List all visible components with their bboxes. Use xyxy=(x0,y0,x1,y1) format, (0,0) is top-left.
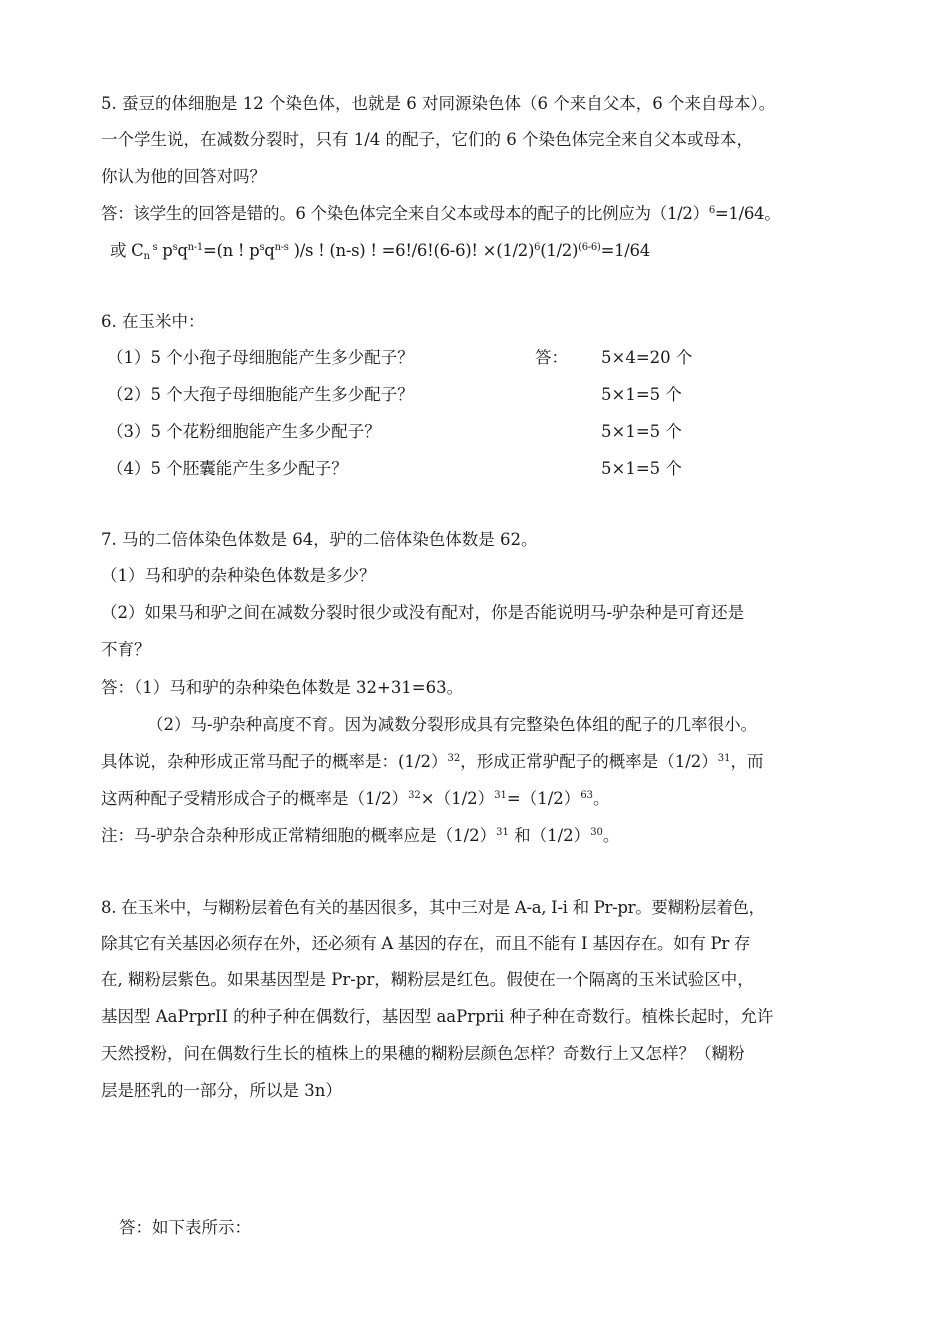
q7-answer-4-exp-3: 63 xyxy=(580,790,594,801)
q5-formula-mid2: )/s ! (n-s) ! =6!/6!(6-6)! ×(1/2) xyxy=(288,241,535,260)
q7-note-c: 。 xyxy=(602,826,620,845)
q7-answer-4 xyxy=(101,788,610,810)
q6-answer-1: 5×4=20 个 xyxy=(601,348,693,367)
q7-note xyxy=(101,825,619,847)
q7-line-4: 不育？ xyxy=(101,640,151,659)
q7-answer-4-d: 。 xyxy=(593,789,610,808)
q7-answer-4-exp-2: 31 xyxy=(494,790,507,801)
q7-answer-3-exp-1: 32 xyxy=(447,753,461,764)
q8-line-3: 在, 糊粉层紫色。如果基因型是 Pr-pr，糊粉层是红色。假使在一个隔离的玉米试验区中， xyxy=(101,970,754,989)
q7-answer-4-a: 这两种配子受精形成合子的概率是（1/2） xyxy=(101,789,409,808)
q5-line-3: 你认为他的回答对吗？ xyxy=(101,167,266,186)
q7-answer-3-a: 具体说，杂种形成正常马配子的概率是：(1/2） xyxy=(101,752,448,771)
q8-answer: 答：如下表所示： xyxy=(119,1218,251,1237)
q7-note-a: 注：马-驴杂合杂种形成正常精细胞的概率应是（1/2） xyxy=(101,826,497,845)
q5-formula-sup-n1: n-1 xyxy=(187,242,203,253)
q7-note-exp-2: 30 xyxy=(590,827,603,838)
q5-formula-mid3: (1/2) xyxy=(540,241,579,260)
q5-formula-sup-s2: s xyxy=(172,242,178,253)
q7-answer-4-exp-1: 32 xyxy=(408,790,421,801)
q5-answer-text: 答：该学生的回答是错的。6 个染色体完全来自父本或母本的配子的比例应为（1/2） xyxy=(101,204,709,223)
q5-formula-sup-66: (6-6) xyxy=(578,242,601,253)
q7-answer-3 xyxy=(101,751,764,773)
q6-question-3: （3）5 个花粉细胞能产生多少配子？ xyxy=(107,422,381,441)
q8-line-1: 8. 在玉米中，与糊粉层着色有关的基因很多，其中三对是 A-a, I-i 和 Pr-pr。要糊粉层着色， xyxy=(101,898,765,917)
q8-line-2: 除其它有关基因必须存在外，还必须有 A 基因的存在，而且不能有 I 基因存在。如有 Pr 存 xyxy=(101,934,751,953)
q7-answer-3-exp-2: 31 xyxy=(717,753,731,764)
q7-answer-2: （2）马-驴杂种高度不育。因为减数分裂形成具有完整染色体组的配子的几率很小。 xyxy=(147,715,758,734)
q5-line-1: 5. 蚕豆的体细胞是 12 个染色体，也就是 6 对同源染色体（6 个来自父本，6 个来自母本）。 xyxy=(101,94,776,113)
q7-answer-3-c: ，而 xyxy=(730,752,764,771)
q6-question-1: （1）5 个小孢子母细胞能产生多少配子？ xyxy=(107,348,414,367)
q8-line-4: 基因型 AaPrprII 的种子种在偶数行，基因型 aaPrprii 种子种在奇数行。植株长起时，允许 xyxy=(101,1007,774,1026)
q7-note-exp-1: 31 xyxy=(496,827,509,838)
q6-answer-3: 5×1=5 个 xyxy=(601,422,682,441)
q7-note-b: 和（1/2） xyxy=(508,826,591,845)
q7-answer-1: 答：（1）马和驴的杂种染色体数是 32+31=63。 xyxy=(101,678,464,697)
q6-question-4: （4）5 个胚囊能产生多少配子？ xyxy=(107,459,348,478)
q5-formula-sup-s: s xyxy=(149,242,158,253)
q5-formula-sup-6: 6 xyxy=(534,242,541,253)
q5-formula-mid1: =(n ! p xyxy=(202,241,260,260)
q5-formula-q: q xyxy=(177,241,188,260)
q6-answer-2: 5×1=5 个 xyxy=(601,385,682,404)
q5-answer-result: =1/64。 xyxy=(714,204,781,223)
q5-answer xyxy=(101,203,780,225)
q6-answer-label: 答： xyxy=(535,348,568,367)
q7-answer-4-c: =（1/2） xyxy=(506,789,581,808)
q8-line-5: 天然授粉，问在偶数行生长的植株上的果穗的糊粉层颜色怎样？奇数行上又怎样？（糊粉 xyxy=(101,1044,745,1063)
q7-line-2: （1）马和驴的杂种染色体数是多少？ xyxy=(101,566,376,585)
q5-formula-c: 或 C xyxy=(110,241,144,260)
q6-question-2: （2）5 个大孢子母细胞能产生多少配子？ xyxy=(107,385,414,404)
q5-formula-sub-n: n xyxy=(143,251,150,262)
q5-formula-q2: q xyxy=(264,241,275,260)
q5-line-2: 一个学生说，在减数分裂时，只有 1/4 的配子，它们的 6 个染色体完全来自父本或母本， xyxy=(101,130,754,149)
q7-answer-3-b: ，形成正常驴配子的概率是（1/2） xyxy=(460,752,718,771)
q5-formula-p: p xyxy=(157,241,173,260)
q5-formula-end: =1/64 xyxy=(600,241,650,260)
q5-formula xyxy=(110,240,650,262)
q8-line-6: 层是胚乳的一部分，所以是 3n） xyxy=(101,1081,342,1100)
q7-answer-4-b: ×（1/2） xyxy=(420,789,495,808)
q5-formula-sup-s3: s xyxy=(259,242,265,253)
q7-line-3: （2）如果马和驴之间在减数分裂时很少或没有配对，你是否能说明马-驴杂种是可育还是 xyxy=(101,603,745,622)
q6-answer-4: 5×1=5 个 xyxy=(601,459,682,478)
q5-formula-sup-ns: n-s xyxy=(274,242,289,253)
q7-line-1: 7. 马的二倍体染色体数是 64，驴的二倍体染色体数是 62。 xyxy=(101,530,538,549)
q6-title: 6. 在玉米中： xyxy=(101,312,205,331)
q5-answer-exp: 6 xyxy=(708,205,715,216)
